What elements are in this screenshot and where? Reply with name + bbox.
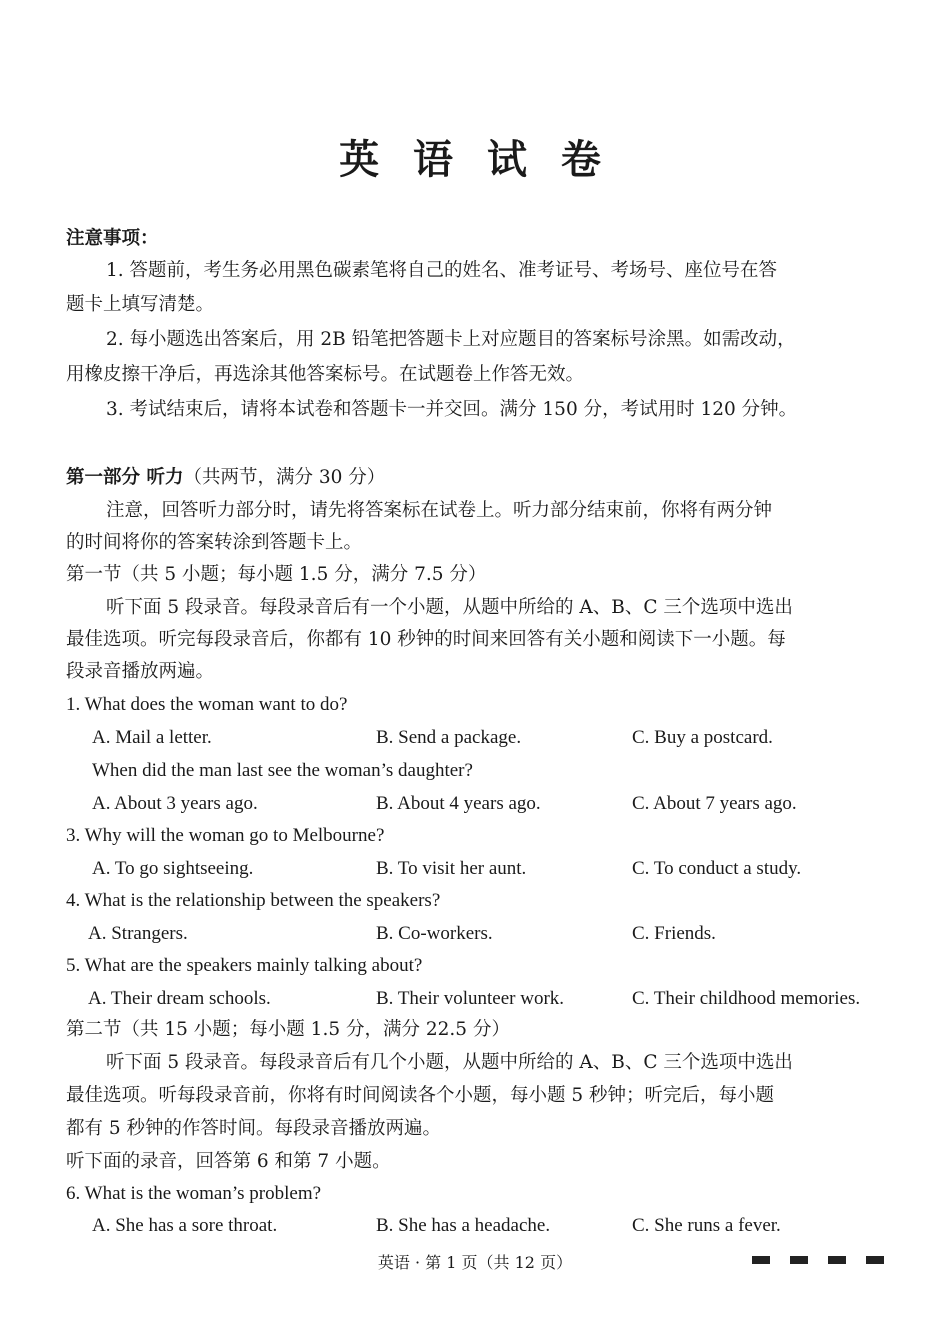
question-1: 1. What does the woman want to do?: [66, 694, 348, 715]
notice-item-2: 2. 每小题选出答案后，用 2B 铅笔把答题卡上对应题目的答案标号涂黑。如需改动，: [106, 329, 796, 350]
part1-note-cont: 的时间将你的答案转涂到答题卡上。: [66, 532, 363, 553]
q6-option-b: B. She has a headache.: [376, 1215, 551, 1236]
notice-item-2-cont: 用橡皮擦干净后，再选涂其他答案标号。在试题卷上作答无效。: [66, 364, 585, 385]
scan-mark: [866, 1256, 884, 1264]
q3-option-a: A. To go sightseeing.: [92, 858, 254, 879]
section2-instructions-end: 都有 5 秒钟的作答时间。每段录音播放两遍。: [66, 1118, 442, 1139]
section2-instructions-cont: 最佳选项。听每段录音前，你将有时间阅读各个小题，每小题 5 秒钟；听完后，每小题: [66, 1085, 775, 1106]
q2-option-c: C. About 7 years ago.: [632, 793, 797, 814]
question-6: 6. What is the woman’s problem?: [66, 1183, 322, 1204]
question-4: 4. What is the relationship between the speakers?: [66, 890, 441, 911]
q4-option-b: B. Co-workers.: [376, 923, 493, 944]
q1-option-a: A. Mail a letter.: [92, 727, 212, 748]
q5-option-c: C. Their childhood memories.: [632, 988, 861, 1009]
scan-mark: [752, 1256, 770, 1264]
q2-option-b: B. About 4 years ago.: [376, 793, 541, 814]
q5-option-b: B. Their volunteer work.: [376, 988, 565, 1009]
q5-option-a: A. Their dream schools.: [88, 988, 271, 1009]
q3-option-c: C. To conduct a study.: [632, 858, 802, 879]
question-3: 3. Why will the woman go to Melbourne?: [66, 825, 385, 846]
notice-item-1-cont: 题卡上填写清楚。: [66, 294, 215, 315]
section2-subinstruction: 听下面的录音，回答第 6 和第 7 小题。: [66, 1151, 391, 1172]
q6-option-a: A. She has a sore throat.: [92, 1215, 278, 1236]
q4-option-a: A. Strangers.: [88, 923, 188, 944]
part1-heading: [66, 465, 385, 491]
section2-instructions: 听下面 5 段录音。每段录音后有几个小题，从题中所给的 A、B、C 三个选项中选出: [106, 1052, 793, 1073]
part1-note: 注意，回答听力部分时，请先将答案标在试卷上。听力部分结束前，你将有两分钟: [106, 500, 773, 521]
q6-option-c: C. She runs a fever.: [632, 1215, 781, 1236]
q3-option-b: B. To visit her aunt.: [376, 858, 527, 879]
section1-instructions-end: 段录音播放两遍。: [66, 661, 215, 682]
section1-instructions: 听下面 5 段录音。每段录音后有一个小题，从题中所给的 A、B、C 三个选项中选出: [106, 597, 793, 618]
page-footer: 英语 · 第 1 页（共 12 页）: [377, 1253, 573, 1272]
notice-item-1: 1. 答题前，考生务必用黑色碳素笔将自己的姓名、准考证号、考场号、座位号在答: [106, 260, 778, 281]
part1-heading-score: （共两节，满分 30 分）: [183, 467, 386, 488]
scan-mark: [790, 1256, 808, 1264]
q1-option-c: C. Buy a postcard.: [632, 727, 773, 748]
question-2: When did the man last see the woman’s daughter?: [92, 760, 473, 781]
q2-option-a: A. About 3 years ago.: [92, 793, 258, 814]
q4-option-c: C. Friends.: [632, 923, 716, 944]
question-5: 5. What are the speakers mainly talking about?: [66, 955, 423, 976]
notice-item-3: 3. 考试结束后，请将本试卷和答题卡一并交回。满分 150 分，考试用时 120 分钟。: [106, 399, 798, 420]
notice-heading: 注意事项：: [66, 228, 159, 249]
page-title: 英 语 试 卷: [339, 136, 611, 183]
section1-heading: 第一节（共 5 小题；每小题 1.5 分，满分 7.5 分）: [66, 564, 487, 585]
scan-mark: [828, 1256, 846, 1264]
section1-instructions-cont: 最佳选项。听完每段录音后，你都有 10 秒钟的时间来回答有关小题和阅读下一小题。每: [66, 629, 786, 650]
q1-option-b: B. Send a package.: [376, 727, 522, 748]
section2-heading: 第二节（共 15 小题；每小题 1.5 分，满分 22.5 分）: [66, 1019, 510, 1040]
part1-heading-title: 第一部分 听力: [66, 467, 184, 488]
